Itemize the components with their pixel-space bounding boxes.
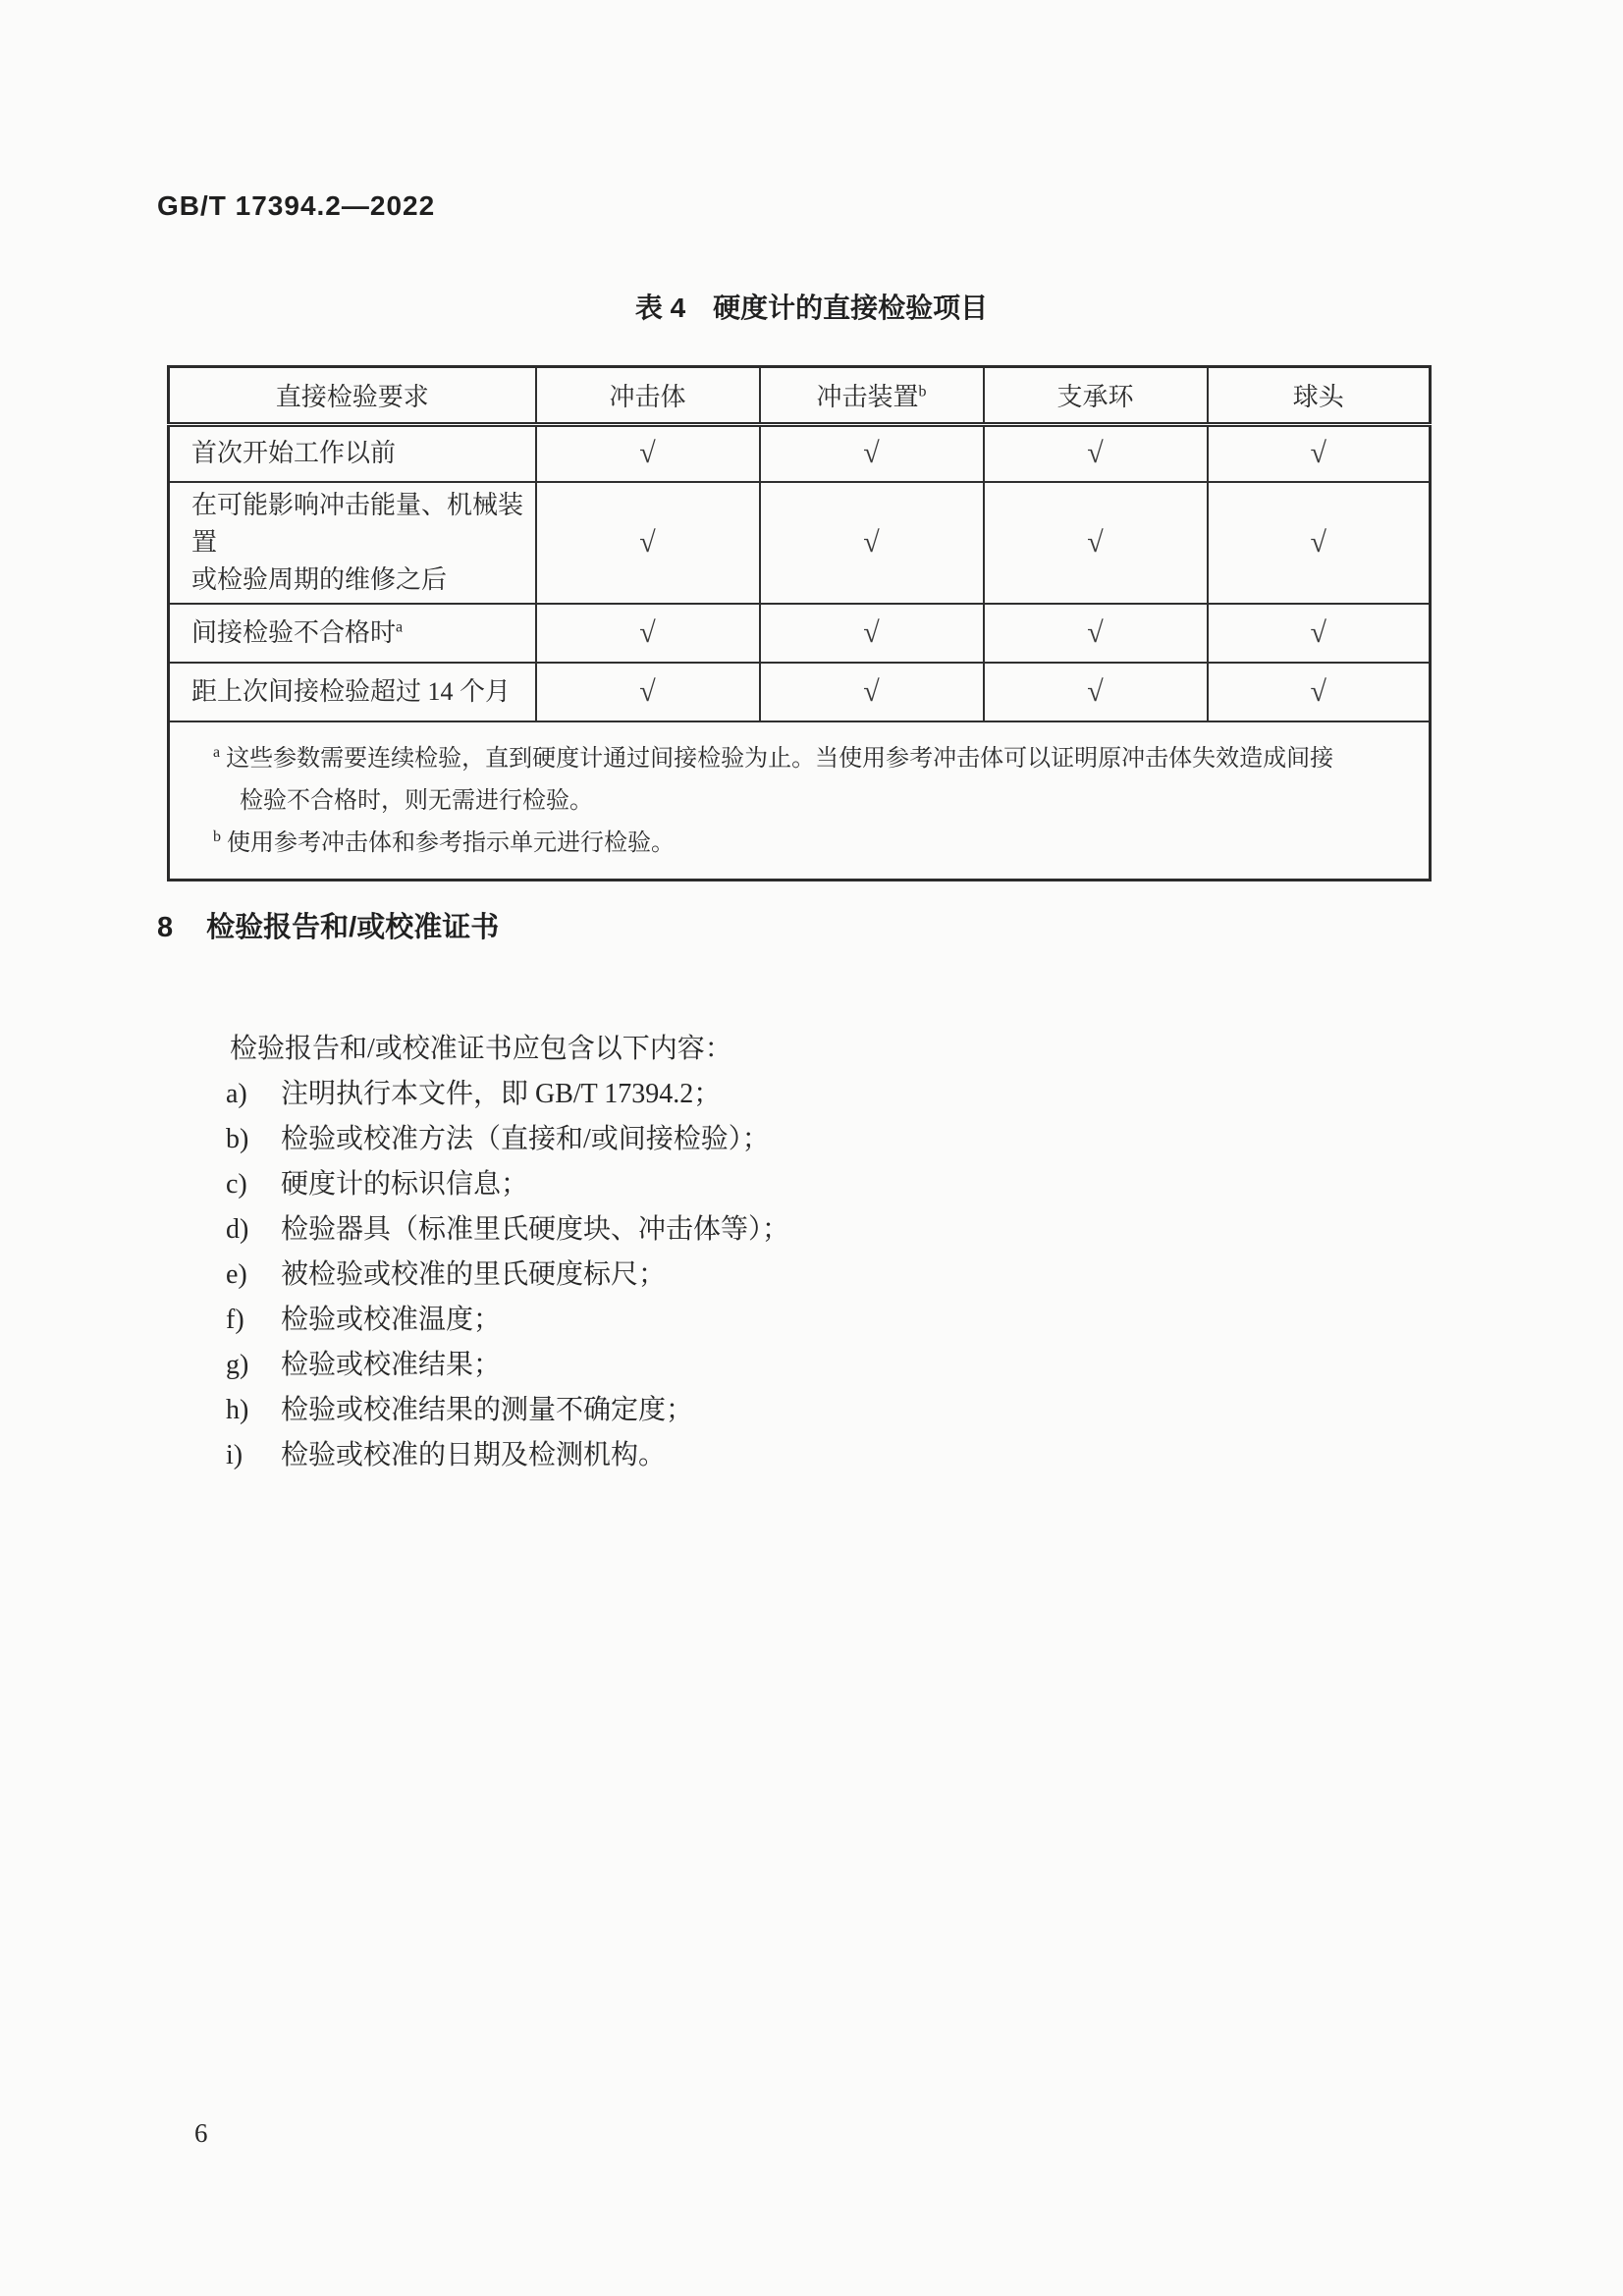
table-row [169,425,1431,482]
table-header-row [169,367,1431,425]
list-item-text: 被检验或校准的里氏硬度标尺； [281,1259,667,1290]
footnote-a [213,738,1405,823]
check-mark: √ [536,663,760,721]
list-item [226,1433,789,1478]
row-label-sup: a [396,617,404,635]
list-item-marker: g) [226,1350,249,1380]
list-item-text: 硬度计的标识信息； [281,1169,529,1200]
list-item-text: 检验或校准方法（直接和/或间接检验）； [281,1124,770,1154]
row-label-text: 距上次间接检验超过 14 个月 [191,676,512,706]
row-label-text-line2: 或检验周期的维修之后 [191,564,448,594]
list-item [226,1117,789,1162]
row-label [169,604,536,663]
section-intro: 检验报告和/或校准证书应包含以下内容： [230,1034,732,1064]
direct-verification-table [167,365,1432,881]
check-mark: √ [984,482,1208,604]
column-header [536,367,760,425]
list-item [226,1072,789,1117]
list-item-text: 注明执行本文件，即 GB/T 17394.2； [281,1079,722,1109]
check-mark: √ [536,482,760,604]
row-label [169,425,536,482]
row-label-text: 间接检验不合格时 [191,617,397,647]
list-item [226,1253,789,1298]
column-header-label: 直接检验要求 [275,383,429,411]
column-header-sup: b [918,383,927,400]
standard-code: GB/T 17394.2—2022 [157,190,436,221]
table-title: 表 4 硬度计的直接检验项目 [634,293,989,323]
list-item [226,1388,789,1433]
list-item-marker: i) [226,1440,243,1470]
check-mark: √ [760,425,984,482]
check-mark: √ [536,425,760,482]
column-header [984,367,1208,425]
column-header [169,367,536,425]
list-item-marker: h) [226,1395,249,1425]
check-mark: √ [984,604,1208,663]
list-item [226,1162,789,1207]
list-item-marker: d) [226,1214,249,1245]
list-item-text: 检验器具（标准里氏硬度块、冲击体等）； [281,1214,790,1245]
list-item-text: 检验或校准结果的测量不确定度； [281,1395,694,1425]
footnote-text: 这些参数需要连续检验，直到硬度计通过间接检验为止。当使用参考冲击体可以证明原冲击体失效造成间接 [226,745,1334,772]
list-item-text: 检验或校准的日期及检测机构。 [281,1440,667,1470]
check-mark: √ [536,604,760,663]
table-row [169,482,1431,604]
list-item-text: 检验或校准结果； [281,1350,502,1380]
column-header-label: 球头 [1292,383,1344,411]
footnote-b [213,823,1405,865]
list-item-marker: c) [226,1169,247,1200]
check-mark: √ [760,663,984,721]
page-number: 6 [194,2118,208,2148]
list-item [226,1207,789,1253]
check-mark: √ [760,604,984,663]
list-item-marker: e) [226,1259,247,1290]
row-label-text: 首次开始工作以前 [191,439,397,468]
list-item-text: 检验或校准温度； [281,1305,502,1335]
footnote-marker: b [213,828,221,845]
section-heading [157,905,499,945]
list-item [226,1298,789,1343]
list-item-marker: f) [226,1305,244,1335]
section-title: 检验报告和/或校准证书 [206,912,500,943]
check-mark: √ [1208,425,1431,482]
column-header [1208,367,1431,425]
table-footnotes-row [169,721,1431,881]
table-row [169,604,1431,663]
column-header-label: 冲击装置 [816,383,919,411]
row-label [169,482,536,604]
check-mark: √ [760,482,984,604]
list-item-marker: b) [226,1124,249,1154]
row-label [169,663,536,721]
section-number: 8 [157,912,174,943]
row-label-text: 在可能影响冲击能量、机械装置 [191,490,524,557]
footnote-text-line2: 检验不合格时，则无需进行检验。 [240,787,593,814]
table-row [169,663,1431,721]
check-mark: √ [984,663,1208,721]
check-mark: √ [984,425,1208,482]
footnote-text: 使用参考冲击体和参考指示单元进行检验。 [227,829,675,856]
requirement-list [226,1072,789,1478]
list-item [226,1343,789,1388]
check-mark: √ [1208,482,1431,604]
check-mark: √ [1208,663,1431,721]
footnote-marker: a [213,743,221,761]
table-footnotes [169,721,1431,881]
column-header-label: 冲击体 [609,383,686,411]
list-item-marker: a) [226,1079,247,1109]
check-mark: √ [1208,604,1431,663]
column-header-label: 支承环 [1056,383,1134,411]
column-header [760,367,984,425]
